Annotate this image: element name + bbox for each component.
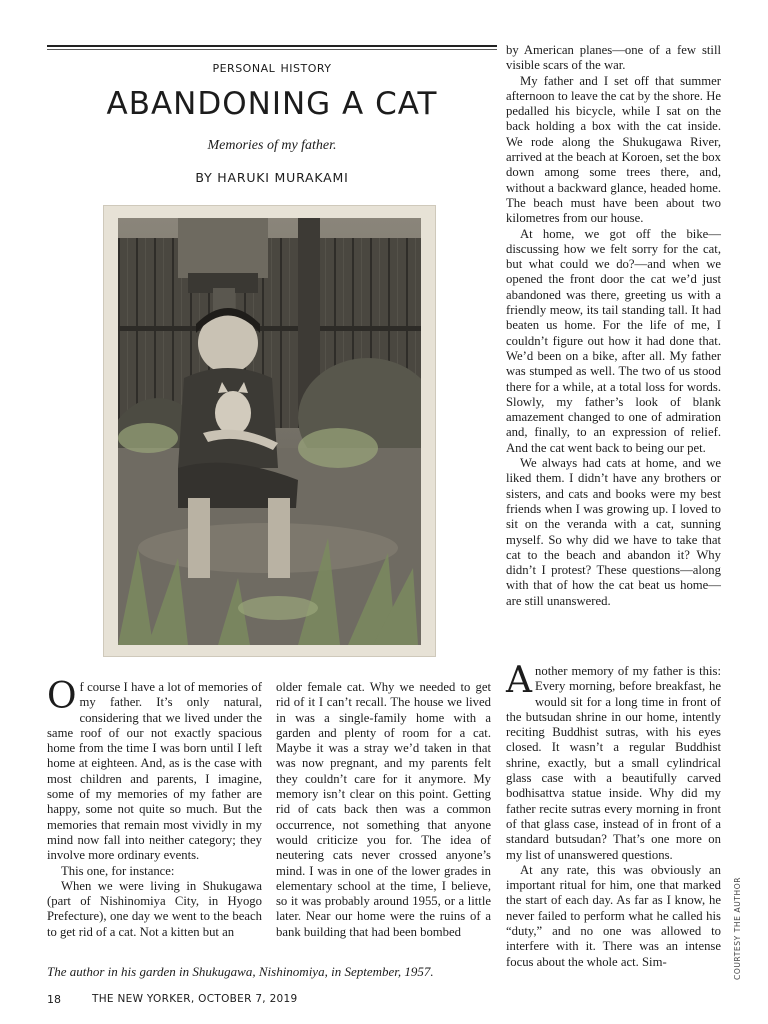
body-column-3-bottom <box>506 660 721 970</box>
paragraph: by American planes—one of a few still visible scars of the war. <box>506 43 721 73</box>
paragraph: Of course I have a lot of memories of my father. It’s only natural, considering that we lived under the same roof of our not exactly spacious home from the time I was born until I left home at eighteen. And, as is the case with most children and parents, I imagine, some of my memories of my father are happy, some not quite so much. But the memories that remain most vividly in my mind now fall into neither category; they involve more ordinary events. <box>47 676 262 863</box>
photo-boy-with-cat-icon <box>118 218 421 645</box>
photo-credit: COURTESY THE AUTHOR <box>733 876 742 980</box>
paragraph: This one, for instance: <box>61 863 175 878</box>
article-title: ABANDONING A CAT <box>106 86 438 122</box>
paragraph: Another memory of my father is this: Every morning, before breakfast, he would sit for a long time in front of the butsudan shrine in our home, intently reciting Buddhist sutras, with his eyes closed. It wasn’t a regular Buddhist shrine, exactly, but a small cylindrical glass case with a beautifully carved bodhisattva statue inside. Why did my father recite sutras every morning in front of that glass case, instead of in front of a standard butsudan? That’s one more on my list of unanswered questions. <box>506 660 721 862</box>
body-column-1 <box>47 676 262 940</box>
page-number: 18 <box>47 993 61 1006</box>
photo-caption: The author in his garden in Shukugawa, Nishinomiya, in September, 1957. <box>47 964 434 979</box>
drop-cap: A <box>506 660 532 701</box>
top-rule <box>47 45 497 47</box>
article-dek: Memories of my father. <box>207 138 337 153</box>
body-column-2 <box>276 680 491 940</box>
paragraph: older female cat. Why we needed to get rid of it I can’t recall. The house we lived in was a single-family home with a garden and plenty of room for a cat. Maybe it was a stray we’d taken in that was now pregnant, and my parents felt they couldn’t care for it anymore. My memory isn’t clear on this point. Getting rid of cats back then was a common occurrence, not something that anyone would criticize you for. The idea of neutering cats never crossed anyone’s mind. I was in one of the lower grades in elementary school at the time, I believe, so it was probably around 1955, or a little later. Near our home were the ruins of a bank building that had been bombed <box>276 680 491 939</box>
body-column-3-top <box>506 43 721 609</box>
paragraph: When we were living in Shukugawa (part of Nishinomiya City, in Hyogo Prefecture), one day we went to the beach to get rid of a cat. Not a kitten but an <box>47 878 262 939</box>
drop-cap: O <box>47 676 77 717</box>
paragraph: My father and I set off that summer afternoon to leave the cat by the shore. He pedalled his bicycle, while I sat on the back holding a box with the cat inside. We rode along the Shukugawa River, arrived at the beach at Koroen, set the box down among some trees there, and, without a backward glance, headed home. The beach must have been about two kilometres from our house. <box>506 73 721 226</box>
paragraph: At home, we got off the bike—discussing how we felt sorry for the cat, but what could we do?—and when we opened the front door the cat we’d just abandoned was there, greeting us with a friendly meow, its tail standing tall. It had beaten us home. For the life of me, I couldn’t figure out how it had done that. We’d been on a bike, after all. My father was stumped as well. The two of us stood there for a while, at a total loss for words. Slowly, my father’s look of blank amazement changed to one of admiration and, finally, to an expression of relief. And the cat went back to being our pet. <box>506 226 721 455</box>
article-photo <box>103 205 436 657</box>
byline: BY HARUKI MURAKAMI <box>195 170 349 185</box>
paragraph: At any rate, this was obviously an important ritual for him, one that marked the start of each day. As far as I know, he never failed to perform what he called his “duty,” and no one was allowed to interfere with it. There was an intense focus about the whole act. Sim- <box>506 862 721 969</box>
paragraph: We always had cats at home, and we liked them. I didn’t have any brothers or sisters, and cats and books were my best friends when I was growing up. I loved to sit on the veranda with a cat, sunning myself. So why did we have to take that cat to the beach and abandon it? Why didn’t I protest? These questions—along with that of how the cat beat us home—are still unanswered. <box>506 456 721 608</box>
magazine-footer: THE NEW YORKER, OCTOBER 7, 2019 <box>92 993 298 1005</box>
section-rubric: personal history <box>212 58 332 76</box>
